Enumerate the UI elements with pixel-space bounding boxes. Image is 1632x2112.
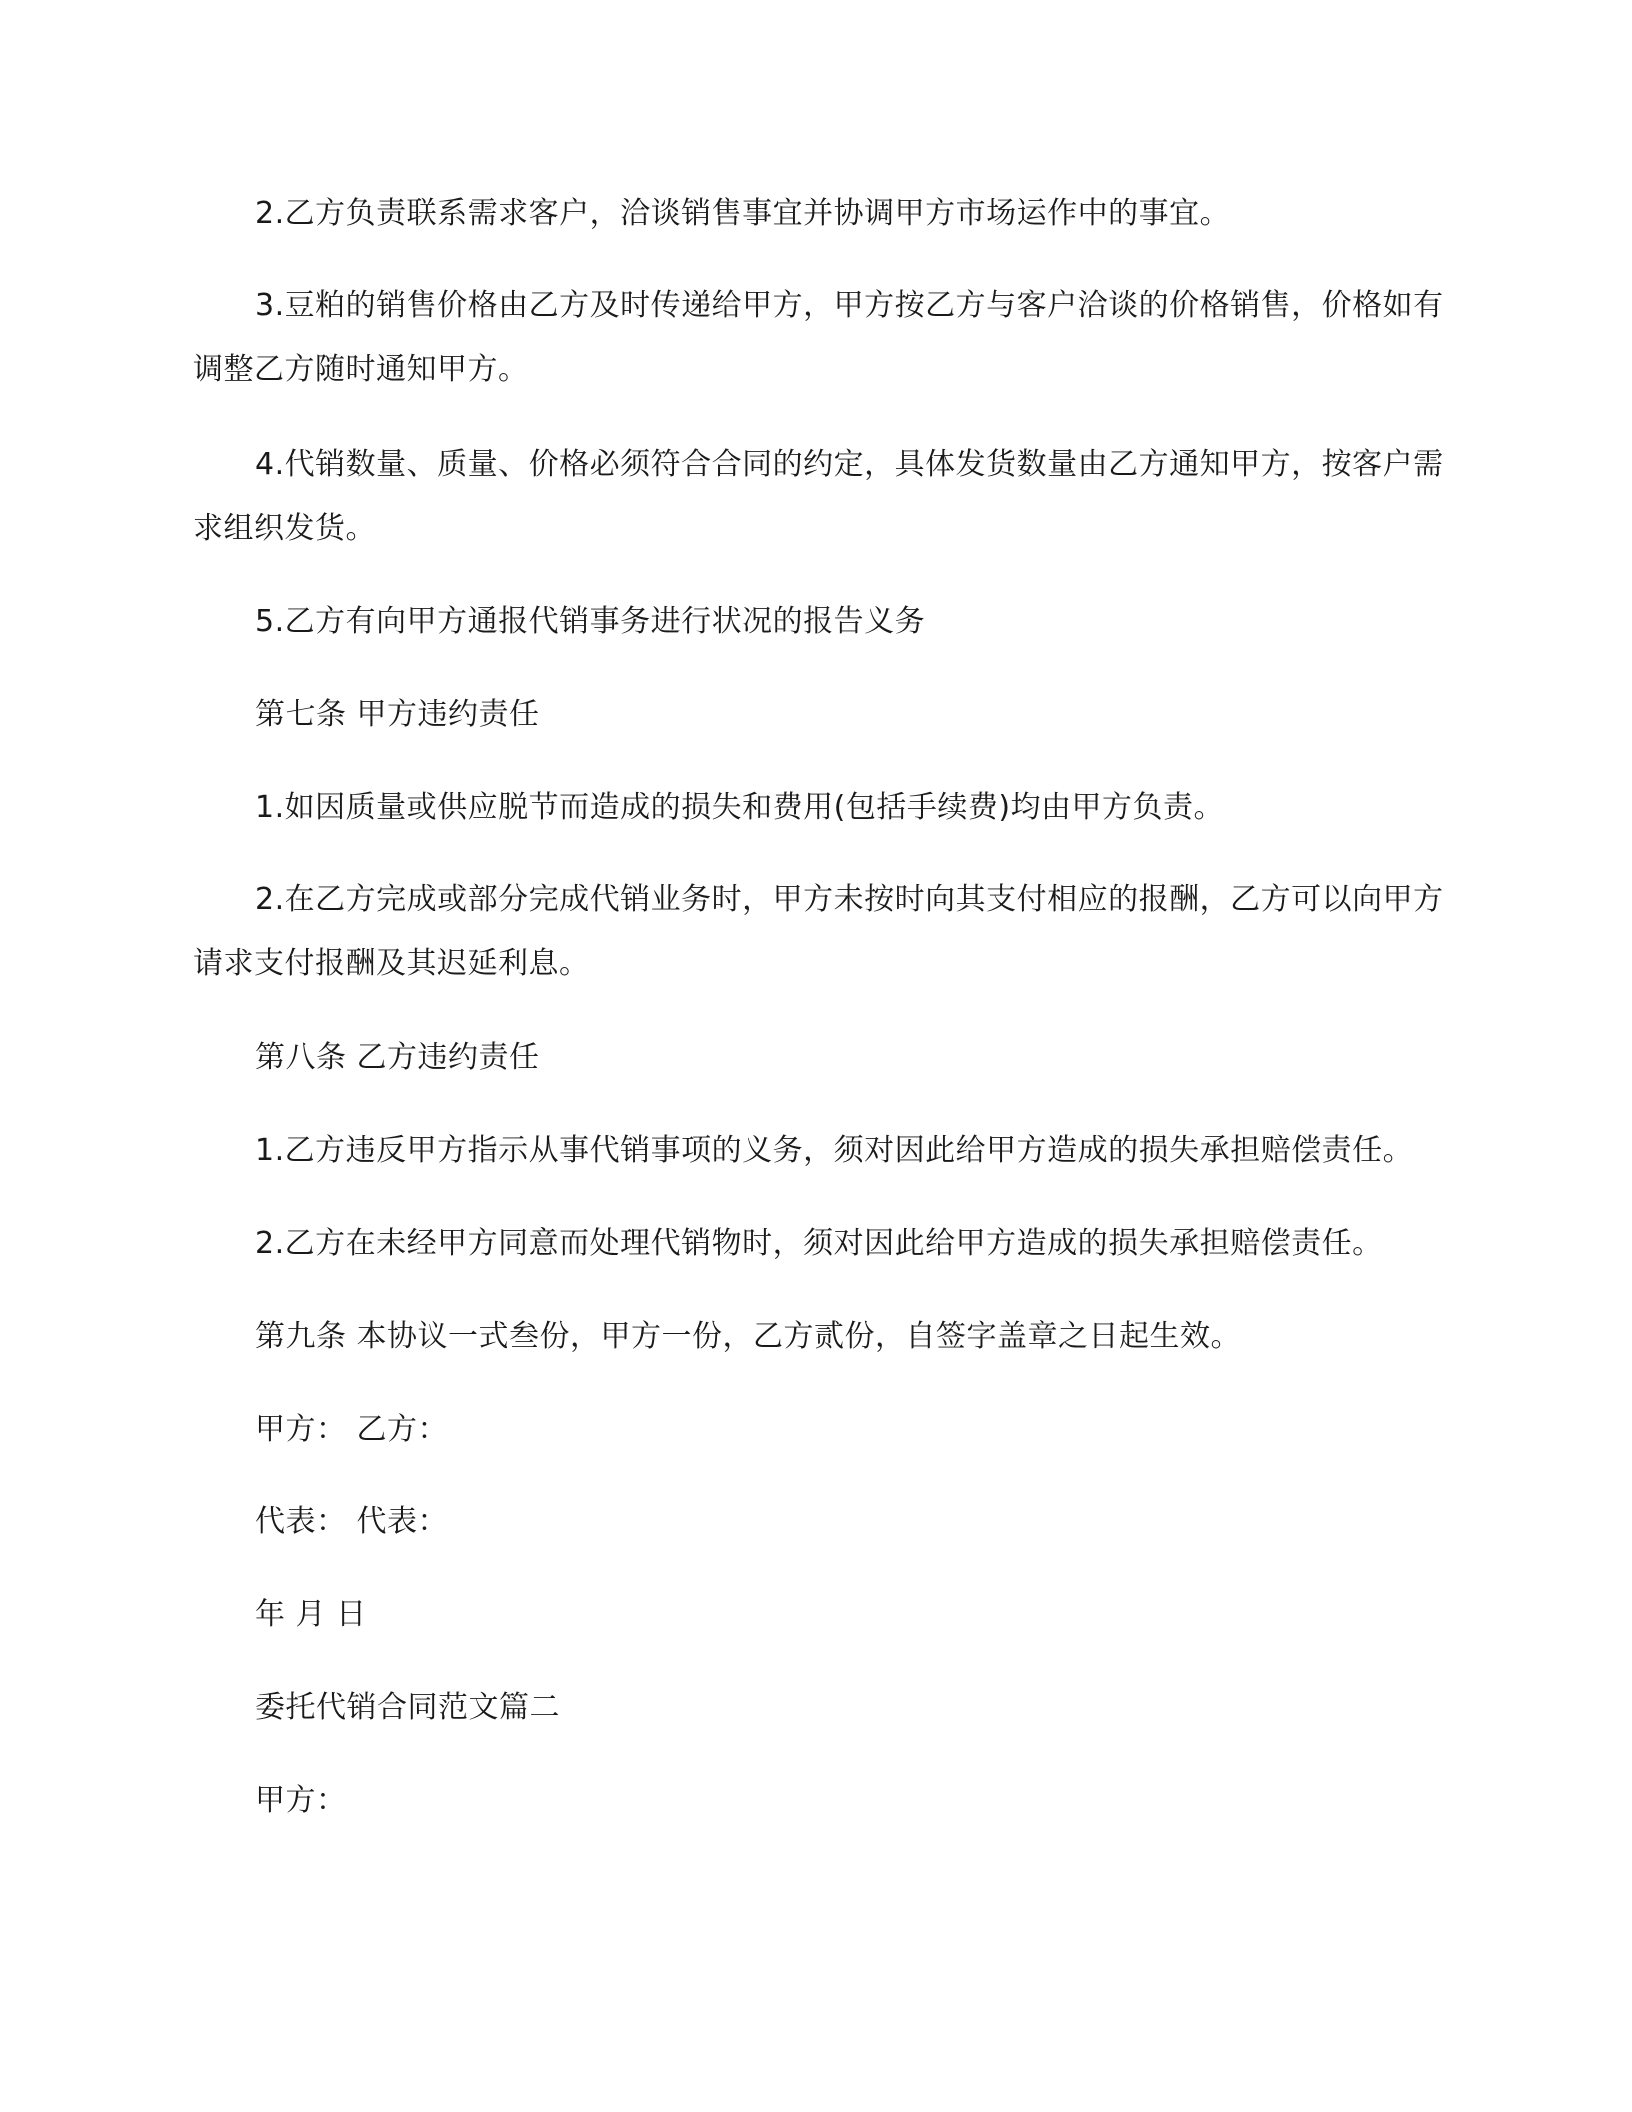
party-a-label: 甲方： <box>255 1783 347 1818</box>
clause-paragraph: 1.如因质量或供应脱节而造成的损失和费用(包括手续费)均由甲方负责。 <box>255 790 1225 825</box>
clause-paragraph: 4.代销数量、质量、价格必须符合合同的约定，具体发货数量由乙方通知甲方，按客户需求组织发货。 <box>193 447 1444 546</box>
clause-paragraph: 5.乙方有向甲方通报代销事务进行状况的报告义务 <box>255 604 926 639</box>
section-title: 委托代销合同范文篇二 <box>255 1690 560 1725</box>
signature-date: 年 月 日 <box>255 1597 367 1632</box>
clause-paragraph: 第九条 本协议一式叁份，甲方一份，乙方贰份，自签字盖章之日起生效。 <box>255 1319 1242 1354</box>
section-heading: 第八条 乙方违约责任 <box>255 1040 540 1075</box>
clause-paragraph: 2.乙方负责联系需求客户，洽谈销售事宜并协调甲方市场运作中的事宜。 <box>255 196 1231 231</box>
clause-paragraph: 3.豆粕的销售价格由乙方及时传递给甲方，甲方按乙方与客户洽谈的价格销售，价格如有调整乙方随时通知甲方。 <box>193 288 1444 387</box>
signature-representatives: 代表： 代表： <box>255 1504 449 1539</box>
clause-paragraph: 2.在乙方完成或部分完成代销业务时，甲方未按时向其支付相应的报酬，乙方可以向甲方请求支付报酬及其迟延利息。 <box>193 882 1444 981</box>
clause-paragraph: 2.乙方在未经甲方同意而处理代销物时，须对因此给甲方造成的损失承担赔偿责任。 <box>255 1226 1383 1261</box>
clause-paragraph: 1.乙方违反甲方指示从事代销事项的义务，须对因此给甲方造成的损失承担赔偿责任。 <box>255 1133 1414 1168</box>
signature-parties: 甲方： 乙方： <box>255 1412 449 1447</box>
section-heading: 第七条 甲方违约责任 <box>255 697 540 732</box>
